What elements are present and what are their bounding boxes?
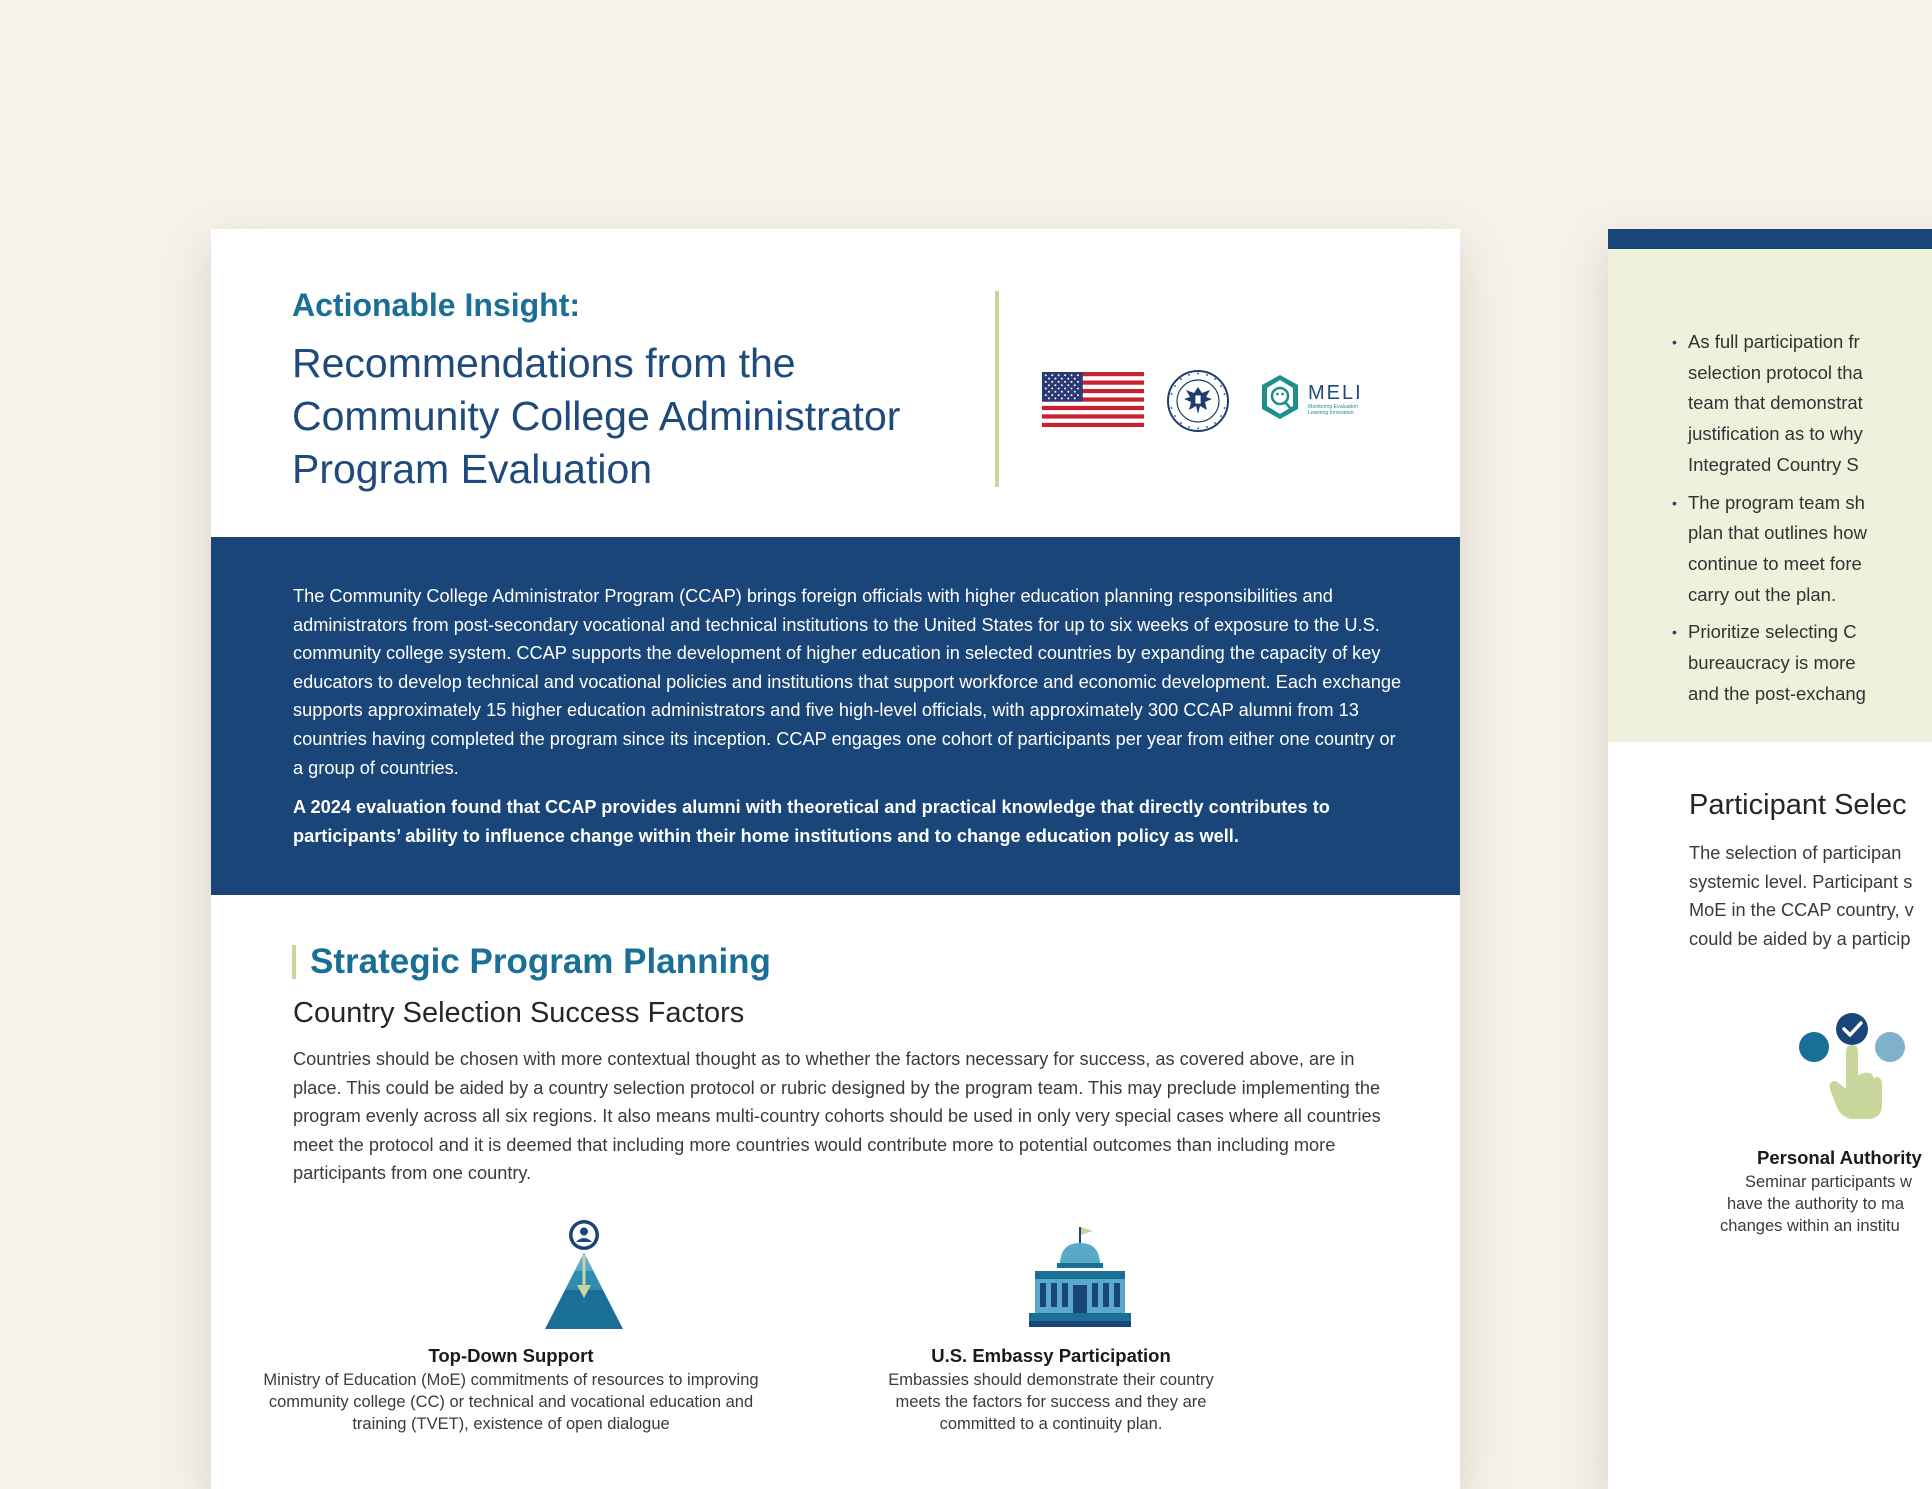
report-page-1 xyxy=(211,229,1460,1489)
report-title-line: Community College Administrator xyxy=(292,393,901,439)
header-divider xyxy=(995,291,999,487)
body-line: The selection of participan xyxy=(1689,843,1902,863)
list-item-line: Prioritize selecting C xyxy=(1688,621,1857,643)
factor-text xyxy=(251,1343,771,1435)
factor-title: Personal Authority xyxy=(1757,1147,1922,1168)
recommendation-list xyxy=(1672,327,1932,716)
evaluation-finding-text: A 2024 evaluation found that CCAP provides alumni with theoretical and practical knowledge that directly contributes to participants’ ability to influence change within their home institutions and to change education policy as well. xyxy=(293,797,1330,846)
factor-personal-authority xyxy=(1720,1145,1932,1237)
department-of-state-seal-icon xyxy=(1166,369,1230,433)
recommendations-panel xyxy=(1608,249,1932,742)
bullet-icon: • xyxy=(1672,624,1677,641)
pyramid-person-icon xyxy=(535,1219,633,1339)
factor-description-line: Seminar participants w xyxy=(1745,1173,1912,1191)
factor-description-line: have the authority to ma xyxy=(1727,1195,1905,1213)
section-body: Countries should be chosen with more contextual thought as to whether the factors necessary for success, as covered above, are in place. This could be aided by a country selection protocol or rubric designed by the program team. This may preclude implementing the program evenly across all six regions. It also means multi-country cohorts should be used in only very special cases where all countries meet the protocol and it is deemed that including more countries would contribute more to potential outcomes than including more participants from one country. xyxy=(293,1049,1381,1184)
list-item-line: As full participation fr xyxy=(1688,331,1860,352)
section-subtitle: Participant Selec xyxy=(1689,789,1907,821)
list-item-line: plan that outlines how xyxy=(1688,522,1867,544)
report-title xyxy=(292,337,992,496)
bullet-icon: • xyxy=(1672,494,1677,511)
meli-logo-icon xyxy=(1256,369,1386,429)
list-item-line: justification as to why xyxy=(1688,423,1863,445)
body-line: could be aided by a particip xyxy=(1689,928,1911,949)
factor-description-line: changes within an institu xyxy=(1720,1217,1900,1235)
list-item-line: carry out the plan. xyxy=(1688,583,1837,605)
section-title: Strategic Program Planning xyxy=(310,942,771,981)
program-overview-band xyxy=(211,537,1460,895)
list-item-line: Integrated Country S xyxy=(1688,453,1859,475)
list-item-line: The program team sh xyxy=(1688,491,1865,513)
report-page-2 xyxy=(1608,229,1932,1489)
report-header xyxy=(211,229,1460,537)
us-flag-icon xyxy=(1042,372,1144,427)
meli-name: MELI xyxy=(1308,382,1363,404)
list-item-line: bureaucracy is more xyxy=(1688,652,1856,674)
bullet-icon: • xyxy=(1672,334,1677,350)
program-overview-text: The Community College Administrator Program (CCAP) brings foreign officials with higher education planning responsibilities and administrators from post-secondary vocational and technical institutions to the United States for up to six weeks of exposure to the U.S. community college system. CCAP supports the development of higher education in selected countries by expanding the capacity of key educators to develop technical and vocational policies and institutions that support workforce and economic development. Each exchange supports approximately 15 higher education administrators and five high-level officials, with approximately 300 CCAP alumni from 13 countries having completed the program since its inception. CCAP engages one cohort of participants per year from either one country or a group of countries. xyxy=(293,586,1402,778)
list-item xyxy=(1672,617,1932,709)
capitol-building-icon xyxy=(1027,1225,1133,1331)
factor-title: U.S. Embassy Participation xyxy=(931,1345,1171,1366)
list-item xyxy=(1672,488,1932,611)
section-subtitle: Country Selection Success Factors xyxy=(293,997,745,1029)
list-item-line: team that demonstrat xyxy=(1688,392,1863,414)
factor-text xyxy=(871,1343,1231,1435)
body-line: MoE in the CCAP country, v xyxy=(1689,900,1914,921)
factor-description: Ministry of Education (MoE) commitments of resources to improving community college (CC) or technical and vocational education and training (TVET), existence of open dialogue xyxy=(263,1371,759,1433)
list-item-line: and the post-exchang xyxy=(1688,682,1866,704)
list-item xyxy=(1672,327,1932,481)
factor-description: Embassies should demonstrate their country meets the factors for success and they are committed to a continuity plan. xyxy=(888,1371,1214,1433)
body-line: systemic level. Participant s xyxy=(1689,871,1913,892)
section-body xyxy=(1689,839,1932,953)
factor-description xyxy=(1720,1171,1932,1237)
page-top-bar xyxy=(1608,229,1932,249)
section-accent-bar xyxy=(292,945,296,979)
meli-tagline: Learning Innovation xyxy=(1308,410,1354,416)
report-title-line: Recommendations from the xyxy=(292,340,796,386)
kicker-label: Actionable Insight: xyxy=(292,287,580,323)
meli-tagline: Monitoring Evaluation xyxy=(1308,404,1358,410)
list-item-line: continue to meet fore xyxy=(1688,552,1862,574)
hand-select-icon xyxy=(1792,1005,1912,1125)
factor-title: Top-Down Support xyxy=(428,1345,594,1366)
list-item-line: selection protocol tha xyxy=(1688,361,1863,383)
report-title-line: Program Evaluation xyxy=(292,446,653,492)
